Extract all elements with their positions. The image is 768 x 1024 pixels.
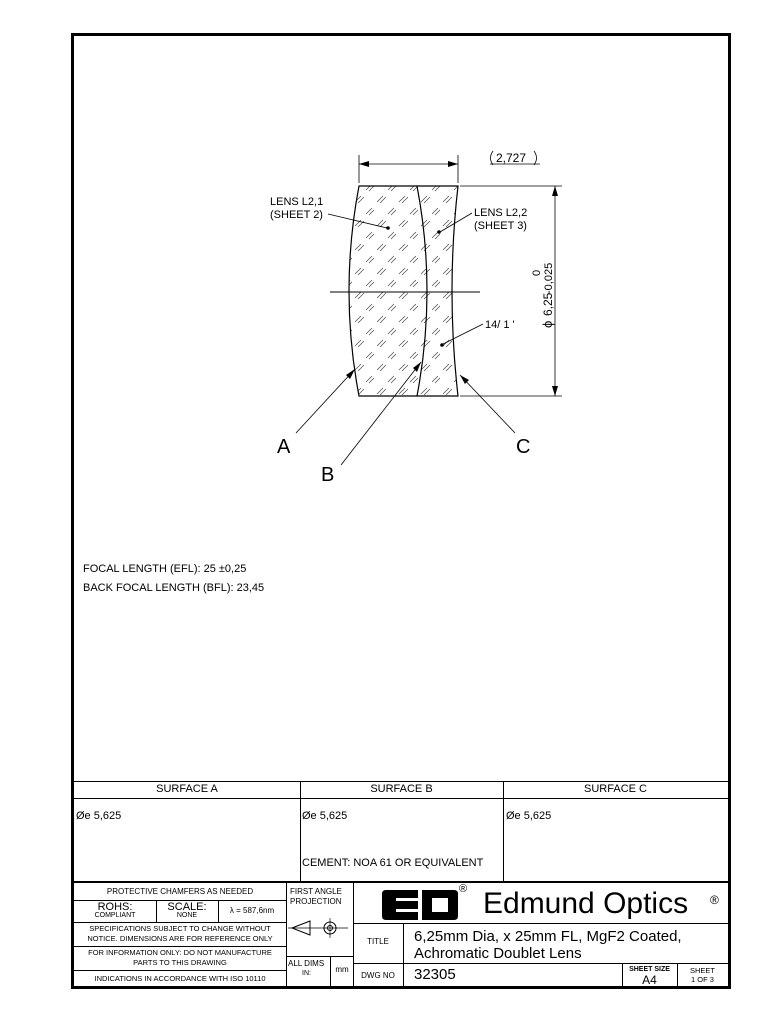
tolerance-upper: 0 [531, 269, 543, 276]
title-label: TITLE [367, 937, 389, 946]
in-label: IN: [302, 970, 311, 977]
scale-label: SCALE: [167, 901, 207, 913]
surface-a-header: SURFACE A [156, 783, 218, 795]
bfl-note: BACK FOCAL LENGTH (BFL): 23,45 [83, 582, 265, 594]
efl-note: FOCAL LENGTH (EFL): 25 ±0,25 [83, 563, 247, 575]
surface-label-c: C [516, 436, 531, 458]
projection-line1: FIRST ANGLE [290, 887, 342, 896]
surface-c-value: Øe 5,625 [506, 810, 552, 822]
edmund-optics-logo [382, 890, 458, 920]
lens-l22-sheet: (SHEET 3) [474, 220, 527, 232]
all-dims-label: ALL DIMS [288, 959, 325, 968]
title-line1: 6,25mm Dia, x 25mm FL, MgF2 Coated, [414, 928, 682, 945]
logo-registered-mark: ® [459, 883, 468, 895]
sheet-value: 1 OF 3 [691, 975, 714, 984]
width-dimension-value: 2,727 [496, 151, 527, 165]
surface-label-b: B [321, 464, 335, 486]
first-angle-projection-symbol [288, 916, 350, 940]
company-registered-mark: ® [710, 893, 719, 907]
surface-c-header: SURFACE C [584, 783, 647, 795]
diameter-nominal: 6,25 [541, 292, 555, 316]
title-line2: Achromatic Doublet Lens [414, 945, 582, 962]
projection-line2: PROJECTION [290, 897, 342, 906]
surface-b-header: SURFACE B [370, 783, 433, 795]
lens-l21-label: LENS L2,1 [270, 196, 324, 208]
leader-c [460, 375, 515, 433]
lens-l21-sheet: (SHEET 2) [270, 209, 323, 221]
iso-note: INDICATIONS IN ACCORDANCE WITH ISO 10110 [94, 974, 266, 983]
surface-quality-label: 14/ 1 ' [485, 319, 515, 331]
tolerance-lower: -0,025 [543, 262, 555, 294]
surface-b-value: Øe 5,625 [302, 810, 348, 822]
company-name: Edmund Optics [483, 887, 689, 920]
dwg-no-label: DWG NO [361, 971, 395, 980]
lens-l22-label: LENS L2,2 [474, 207, 528, 219]
unit-mm: mm [335, 965, 349, 974]
info-line2: PARTS TO THIS DRAWING [133, 958, 227, 967]
cement-note: CEMENT: NOA 61 OR EQUIVALENT [302, 857, 484, 869]
sheet-size-label: SHEET SIZE [629, 966, 670, 973]
leader-a [296, 369, 355, 433]
spec-line1: SPECIFICATIONS SUBJECT TO CHANGE WITHOUT [89, 924, 271, 933]
rohs-label: ROHS: [97, 901, 133, 913]
surface-label-a: A [277, 436, 291, 458]
diameter-symbol: ϕ [540, 320, 555, 328]
sheet-size-value: A4 [642, 973, 657, 987]
rohs-value: COMPLIANT [94, 912, 136, 919]
sheet-label: SHEET [689, 966, 715, 975]
info-line1: FOR INFORMATION ONLY: DO NOT MANUFACTURE [88, 948, 272, 957]
wavelength: λ = 587,6nm [229, 906, 275, 915]
scale-value: NONE [176, 912, 198, 919]
surface-a-value: Øe 5,625 [76, 810, 122, 822]
chamfers-note: PROTECTIVE CHAMFERS AS NEEDED [106, 887, 254, 896]
dwg-no-value: 32305 [414, 966, 456, 983]
spec-line2: NOTICE. DIMENSIONS ARE FOR REFERENCE ONLY [87, 934, 273, 943]
